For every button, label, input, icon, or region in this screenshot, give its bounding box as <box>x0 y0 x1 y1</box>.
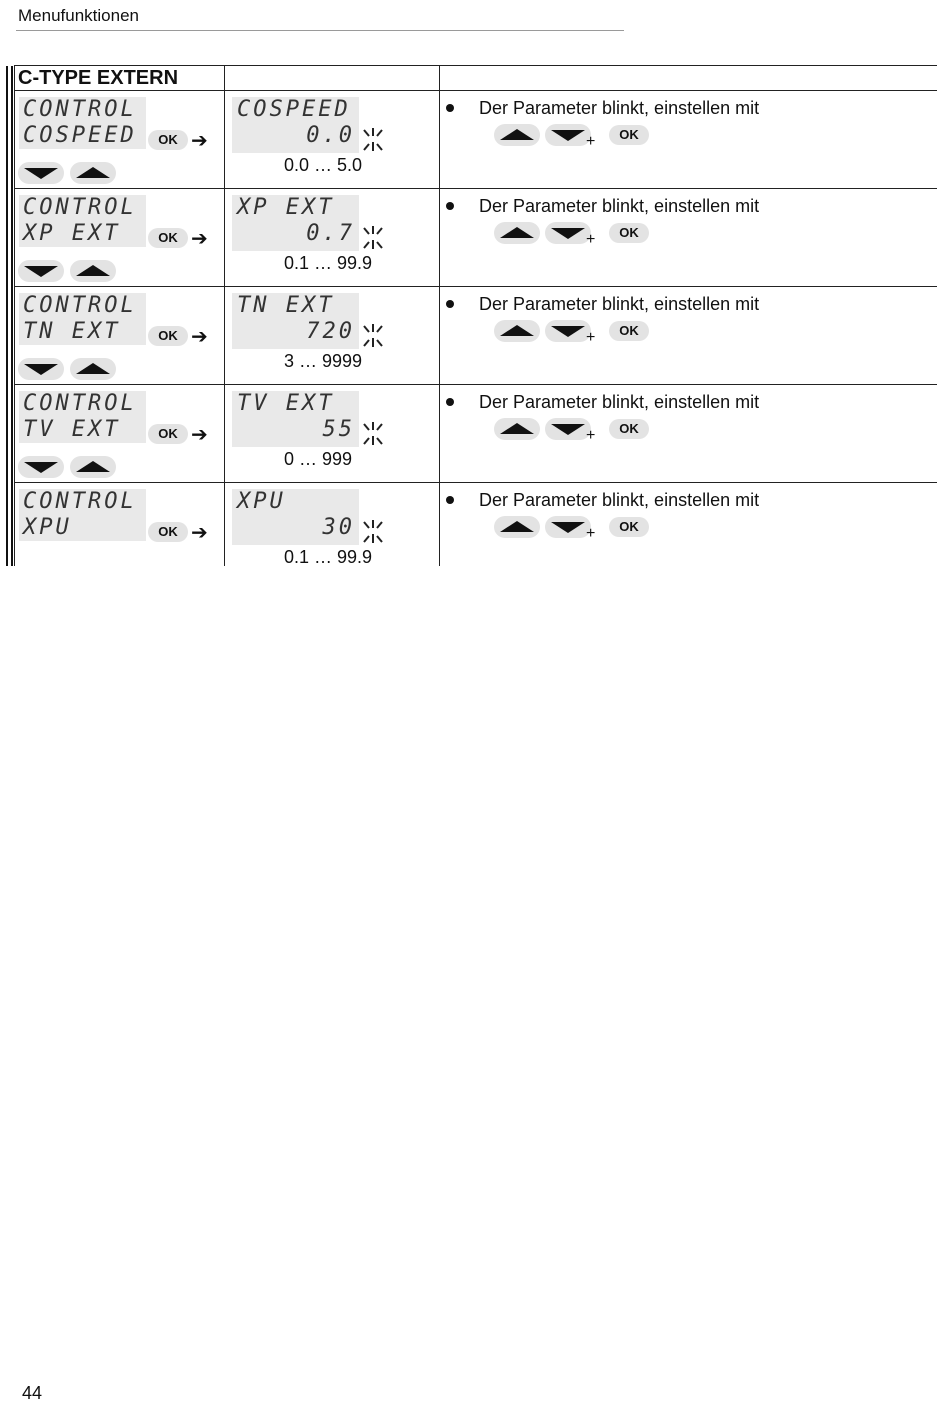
value-range: 0.1 … 99.9 <box>284 253 373 273</box>
plus-sign: + <box>586 329 596 346</box>
down-arrow-key-icon <box>18 456 64 478</box>
ok-key-icon: OK <box>609 125 649 145</box>
instruction-text: Der Parameter blinkt, einstellen mit <box>479 196 760 216</box>
arrow-right-icon: ➔ <box>191 130 208 152</box>
margin-bar <box>6 66 8 566</box>
ok-key-icon: OK <box>148 424 188 444</box>
running-header: Menufunktionen <box>18 6 139 25</box>
ok-key-icon: OK <box>148 228 188 248</box>
up-arrow-key-icon <box>70 260 116 282</box>
bullet-icon <box>446 202 454 210</box>
blink-indicator-icon <box>361 519 385 545</box>
lcd-line-1: CONTROL <box>23 195 137 220</box>
blink-indicator-icon <box>361 127 385 153</box>
instruction-text: Der Parameter blinkt, einstellen mit <box>479 294 760 314</box>
parameter-name: TN EXT <box>237 293 335 318</box>
table-header <box>14 65 937 91</box>
header-rule <box>16 30 624 31</box>
parameter-value: 55 <box>322 417 355 442</box>
table-row <box>14 189 937 287</box>
ok-key-icon: OK <box>609 517 649 537</box>
instruction-keys <box>479 124 679 152</box>
down-arrow-key-icon <box>545 124 591 146</box>
up-arrow-key-icon <box>494 222 540 244</box>
down-arrow-key-icon <box>18 162 64 184</box>
arrow-right-icon: ➔ <box>191 228 208 250</box>
parameter-display <box>232 489 359 545</box>
table-title: C-TYPE EXTERN <box>18 67 179 89</box>
value-range: 0.1 … 99.9 <box>284 547 373 567</box>
down-arrow-key-icon <box>18 358 64 380</box>
lcd-line-1: CONTROL <box>23 489 137 514</box>
instruction-keys <box>479 418 679 446</box>
up-arrow-key-icon <box>70 358 116 380</box>
table-row <box>14 483 937 566</box>
lcd-line-1: CONTROL <box>23 97 137 122</box>
down-arrow-key-icon <box>545 222 591 244</box>
blink-indicator-icon <box>361 323 385 349</box>
plus-sign: + <box>586 525 596 542</box>
table-row <box>14 287 937 385</box>
down-arrow-key-icon <box>545 516 591 538</box>
lcd-display <box>19 293 146 345</box>
value-range: 0 … 999 <box>284 449 353 469</box>
parameter-name: COSPEED <box>237 97 351 122</box>
parameter-display <box>232 293 359 349</box>
up-arrow-key-icon <box>494 320 540 342</box>
plus-sign: + <box>586 231 596 248</box>
up-arrow-key-icon <box>494 418 540 440</box>
table-row <box>14 91 937 189</box>
instruction-text: Der Parameter blinkt, einstellen mit <box>479 490 760 510</box>
down-arrow-key-icon <box>18 260 64 282</box>
ok-key-icon: OK <box>148 326 188 346</box>
arrow-right-icon: ➔ <box>191 424 208 446</box>
parameter-value: 30 <box>322 515 355 540</box>
lcd-display <box>19 195 146 247</box>
up-arrow-key-icon <box>494 124 540 146</box>
lcd-line-2: TV EXT <box>23 417 121 442</box>
parameter-name: TV EXT <box>237 391 335 416</box>
parameter-display <box>232 391 359 447</box>
menu-table <box>14 65 937 566</box>
page-number: 44 <box>22 1383 43 1403</box>
instruction-keys <box>479 516 679 544</box>
parameter-value: 720 <box>306 319 355 344</box>
lcd-display <box>19 489 146 541</box>
value-range: 0.0 … 5.0 <box>284 155 363 175</box>
ok-key-icon: OK <box>148 130 188 150</box>
bullet-icon <box>446 104 454 112</box>
lcd-line-1: CONTROL <box>23 391 137 416</box>
ok-key-icon: OK <box>609 321 649 341</box>
up-arrow-key-icon <box>70 456 116 478</box>
lcd-line-2: XP EXT <box>23 221 121 246</box>
parameter-display <box>232 195 359 251</box>
lcd-line-2: TN EXT <box>23 319 121 344</box>
down-arrow-key-icon <box>545 418 591 440</box>
bullet-icon <box>446 300 454 308</box>
value-range: 3 … 9999 <box>284 351 363 371</box>
bullet-icon <box>446 398 454 406</box>
up-arrow-key-icon <box>70 162 116 184</box>
instruction-text: Der Parameter blinkt, einstellen mit <box>479 392 760 412</box>
table-row <box>14 385 937 483</box>
arrow-right-icon: ➔ <box>191 522 208 544</box>
up-arrow-key-icon <box>494 516 540 538</box>
ok-key-icon: OK <box>609 419 649 439</box>
margin-bar <box>11 66 13 566</box>
parameter-value: 0.0 <box>306 123 355 148</box>
parameter-name: XPU <box>237 489 286 514</box>
ok-key-icon: OK <box>148 522 188 542</box>
instruction-text: Der Parameter blinkt, einstellen mit <box>479 98 760 118</box>
arrow-right-icon: ➔ <box>191 326 208 348</box>
lcd-display <box>19 391 146 443</box>
blink-indicator-icon <box>361 421 385 447</box>
parameter-display <box>232 97 359 153</box>
parameter-name: XP EXT <box>237 195 335 220</box>
instruction-keys <box>479 222 679 250</box>
lcd-line-1: CONTROL <box>23 293 137 318</box>
plus-sign: + <box>586 133 596 150</box>
lcd-line-2: COSPEED <box>23 123 137 148</box>
lcd-display <box>19 97 146 149</box>
plus-sign: + <box>586 427 596 444</box>
down-arrow-key-icon <box>545 320 591 342</box>
parameter-value: 0.7 <box>306 221 355 246</box>
table-body <box>14 91 937 566</box>
ok-key-icon: OK <box>609 223 649 243</box>
blink-indicator-icon <box>361 225 385 251</box>
lcd-line-2: XPU <box>23 515 72 540</box>
bullet-icon <box>446 496 454 504</box>
instruction-keys <box>479 320 679 348</box>
